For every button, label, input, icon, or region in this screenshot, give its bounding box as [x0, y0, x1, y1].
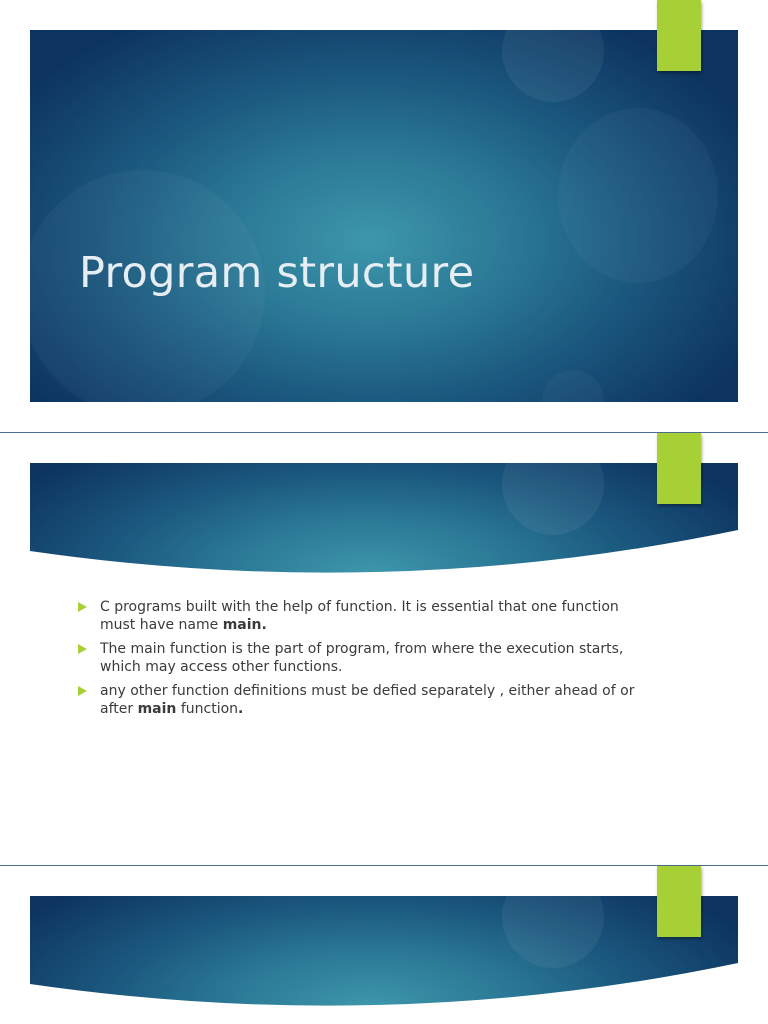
green-tab [657, 433, 701, 504]
slide-title: Program structure [79, 248, 475, 298]
bullet-text-tail: function [176, 700, 239, 717]
bubble-decoration [542, 370, 604, 402]
bullet-item [78, 641, 638, 676]
slide-3 [0, 866, 768, 1024]
banner-curve [30, 463, 738, 578]
title-banner [30, 30, 738, 402]
bullet-arrow-icon [78, 644, 87, 654]
slide-1 [0, 0, 768, 432]
banner-curve [30, 896, 738, 1011]
bubble-decoration [502, 30, 604, 102]
bullet-list [78, 599, 638, 725]
bullet-text: C programs built with the help of function. It is essential that one function must have name [100, 599, 619, 633]
bullet-bold-period: . [238, 700, 244, 717]
bullet-bold-text: main [137, 700, 177, 717]
bullet-text: The main function is the part of program, from where the execution starts, which may access other functions. [100, 641, 624, 675]
header-banner [30, 463, 738, 578]
bubble-decoration [558, 108, 718, 283]
bullet-item [78, 683, 638, 718]
bullet-arrow-icon [78, 602, 87, 612]
bullet-arrow-icon [78, 686, 87, 696]
green-tab [657, 866, 701, 937]
bullet-bold-text: main. [222, 616, 267, 633]
header-banner [30, 896, 738, 1011]
green-tab [657, 0, 701, 71]
bullet-item [78, 599, 638, 634]
bullet-text: any other function definitions must be defied separately , either ahead of or after [100, 683, 635, 717]
